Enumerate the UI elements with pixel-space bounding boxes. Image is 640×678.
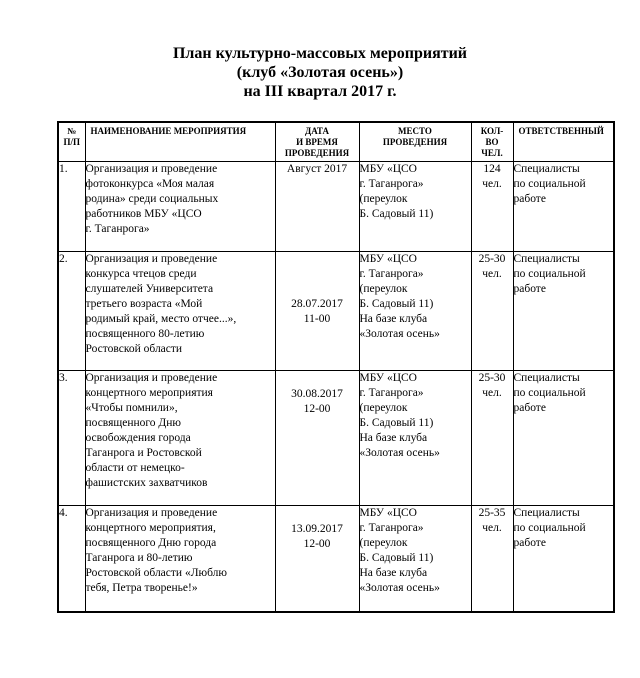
text-line: На базе клуба bbox=[359, 567, 428, 579]
text-line: На базе клуба bbox=[359, 313, 428, 325]
text-line: концертного мероприятия, bbox=[85, 522, 216, 534]
table-row bbox=[58, 162, 614, 252]
text-line: области от немецко- bbox=[85, 462, 185, 474]
text-line: ОТВЕТСТВЕННЫЙ bbox=[518, 126, 604, 136]
text-line: И ВРЕМЯ bbox=[296, 137, 338, 147]
text-line: фашистских захватчиков bbox=[85, 477, 208, 489]
text-line: МБУ «ЦСО bbox=[359, 253, 417, 265]
text-line: 25-30 bbox=[478, 253, 506, 265]
text-line: 25-35 bbox=[478, 507, 506, 519]
text-line: г. Таганрога» bbox=[359, 387, 424, 399]
text-line: родимый край, место отчее...», bbox=[85, 313, 237, 325]
text-line: Специалисты bbox=[513, 507, 580, 519]
row-responsible bbox=[513, 162, 614, 252]
text-line: родина» среди социальных bbox=[85, 193, 219, 205]
text-line: (переулок bbox=[359, 537, 408, 549]
text-line: работе bbox=[513, 283, 546, 295]
text-line: Организация и проведение bbox=[85, 163, 218, 175]
text-line: фотоконкурса «Моя малая bbox=[85, 178, 215, 190]
text-line: 124 bbox=[483, 163, 501, 175]
text-line: Организация и проведение bbox=[85, 372, 218, 384]
row-place bbox=[359, 252, 471, 371]
text-line: 13.09.2017 bbox=[291, 523, 343, 535]
text-line: ЧЕЛ. bbox=[481, 148, 503, 158]
text-line: Ростовской области bbox=[85, 343, 183, 355]
row-place bbox=[359, 506, 471, 612]
header-date bbox=[275, 122, 359, 162]
row-date bbox=[275, 252, 359, 371]
text-line: Специалисты bbox=[513, 253, 580, 265]
row-event-name bbox=[85, 252, 275, 371]
text-line: посвященного 80-летию bbox=[85, 328, 205, 340]
text-line: чел. bbox=[482, 178, 502, 190]
text-line: № bbox=[67, 126, 77, 136]
text-line: ДАТА bbox=[305, 126, 329, 136]
text-line: 30.08.2017 bbox=[291, 388, 343, 400]
text-line: На базе клуба bbox=[359, 432, 428, 444]
row-responsible bbox=[513, 371, 614, 506]
row-num: 3. bbox=[58, 371, 85, 506]
events-table bbox=[57, 121, 615, 613]
text-line: г. Таганрога» bbox=[359, 268, 424, 280]
text-line: конкурса чтецов среди bbox=[85, 268, 197, 280]
text-line: (переулок bbox=[359, 402, 408, 414]
row-event-name bbox=[85, 506, 275, 612]
text-line: г. Таганрога» bbox=[359, 522, 424, 534]
row-responsible bbox=[513, 252, 614, 371]
text-line: МБУ «ЦСО bbox=[359, 372, 417, 384]
text-line: МБУ «ЦСО bbox=[359, 163, 417, 175]
row-place bbox=[359, 371, 471, 506]
text-line: 12-00 bbox=[303, 403, 331, 415]
text-line: чел. bbox=[482, 268, 502, 280]
title-line-3: на III квартал 2017 г. bbox=[243, 83, 397, 100]
text-line: (переулок bbox=[359, 193, 408, 205]
text-line: тебя, Петра творенье!» bbox=[85, 582, 198, 594]
text-line: Ростовской области «Люблю bbox=[85, 567, 227, 579]
text-line: 25-30 bbox=[478, 372, 506, 384]
row-date bbox=[275, 162, 359, 252]
text-line: Август 2017 bbox=[286, 163, 348, 175]
row-num: 4. bbox=[58, 506, 85, 612]
row-event-name bbox=[85, 371, 275, 506]
text-line: третьего возраста «Мой bbox=[85, 298, 203, 310]
text-line: работе bbox=[513, 193, 546, 205]
row-date bbox=[275, 506, 359, 612]
table-row bbox=[58, 252, 614, 371]
text-line: работников МБУ «ЦСО bbox=[85, 208, 202, 220]
row-event-name bbox=[85, 162, 275, 252]
text-line: Б. Садовый 11) bbox=[359, 208, 434, 220]
row-count bbox=[471, 506, 513, 612]
text-line: слушателей Университета bbox=[85, 283, 214, 295]
title-line-1: План культурно-массовых мероприятий bbox=[172, 45, 468, 62]
text-line: МЕСТО bbox=[398, 126, 432, 136]
header-num bbox=[58, 122, 85, 162]
table-row bbox=[58, 506, 614, 612]
text-line: «Золотая осень» bbox=[359, 328, 440, 340]
text-line: освобождения города bbox=[85, 432, 191, 444]
text-line: посвященного Дню города bbox=[85, 537, 217, 549]
text-line: «Чтобы помнили», bbox=[85, 402, 178, 414]
header-name bbox=[85, 122, 275, 162]
text-line: (переулок bbox=[359, 283, 408, 295]
document-title bbox=[0, 44, 640, 101]
text-line: Специалисты bbox=[513, 372, 580, 384]
text-line: по социальной bbox=[513, 178, 586, 190]
text-line: «Золотая осень» bbox=[359, 582, 440, 594]
row-place bbox=[359, 162, 471, 252]
row-date bbox=[275, 371, 359, 506]
text-line: 11-00 bbox=[303, 313, 331, 325]
text-line: Б. Садовый 11) bbox=[359, 417, 434, 429]
header-responsible bbox=[513, 122, 614, 162]
text-line: чел. bbox=[482, 387, 502, 399]
row-count bbox=[471, 162, 513, 252]
text-line: «Золотая осень» bbox=[359, 447, 440, 459]
row-responsible bbox=[513, 506, 614, 612]
row-num: 1. bbox=[58, 162, 85, 252]
text-line: Б. Садовый 11) bbox=[359, 298, 434, 310]
text-line: г. Таганрога» bbox=[359, 178, 424, 190]
text-line: КОЛ- bbox=[480, 126, 504, 136]
text-line: посвященного Дню bbox=[85, 417, 182, 429]
table-header-row bbox=[58, 122, 614, 162]
text-line: работе bbox=[513, 402, 546, 414]
header-place bbox=[359, 122, 471, 162]
text-line: 12-00 bbox=[303, 538, 331, 550]
row-num: 2. bbox=[58, 252, 85, 371]
text-line: НАИМЕНОВАНИЕ МЕРОПРИЯТИЯ bbox=[90, 126, 247, 136]
text-line: по социальной bbox=[513, 387, 586, 399]
table-row bbox=[58, 371, 614, 506]
text-line: ПРОВЕДЕНИЯ bbox=[284, 148, 350, 158]
text-line: МБУ «ЦСО bbox=[359, 507, 417, 519]
text-line: концертного мероприятия bbox=[85, 387, 213, 399]
text-line: Специалисты bbox=[513, 163, 580, 175]
row-count bbox=[471, 371, 513, 506]
header-count bbox=[471, 122, 513, 162]
text-line: Б. Садовый 11) bbox=[359, 552, 434, 564]
text-line: г. Таганрога» bbox=[85, 223, 150, 235]
text-line: Организация и проведение bbox=[85, 507, 218, 519]
text-line: Таганрога и 80-летию bbox=[85, 552, 193, 564]
text-line: по социальной bbox=[513, 522, 586, 534]
text-line: П/П bbox=[63, 137, 80, 147]
text-line: ВО bbox=[485, 137, 499, 147]
text-line: по социальной bbox=[513, 268, 586, 280]
title-line-2: (клуб «Золотая осень») bbox=[236, 64, 404, 81]
text-line: 28.07.2017 bbox=[291, 298, 343, 310]
text-line: Таганрога и Ростовской bbox=[85, 447, 202, 459]
row-count bbox=[471, 252, 513, 371]
text-line: ПРОВЕДЕНИЯ bbox=[382, 137, 448, 147]
text-line: чел. bbox=[482, 522, 502, 534]
text-line: Организация и проведение bbox=[85, 253, 218, 265]
text-line: работе bbox=[513, 537, 546, 549]
